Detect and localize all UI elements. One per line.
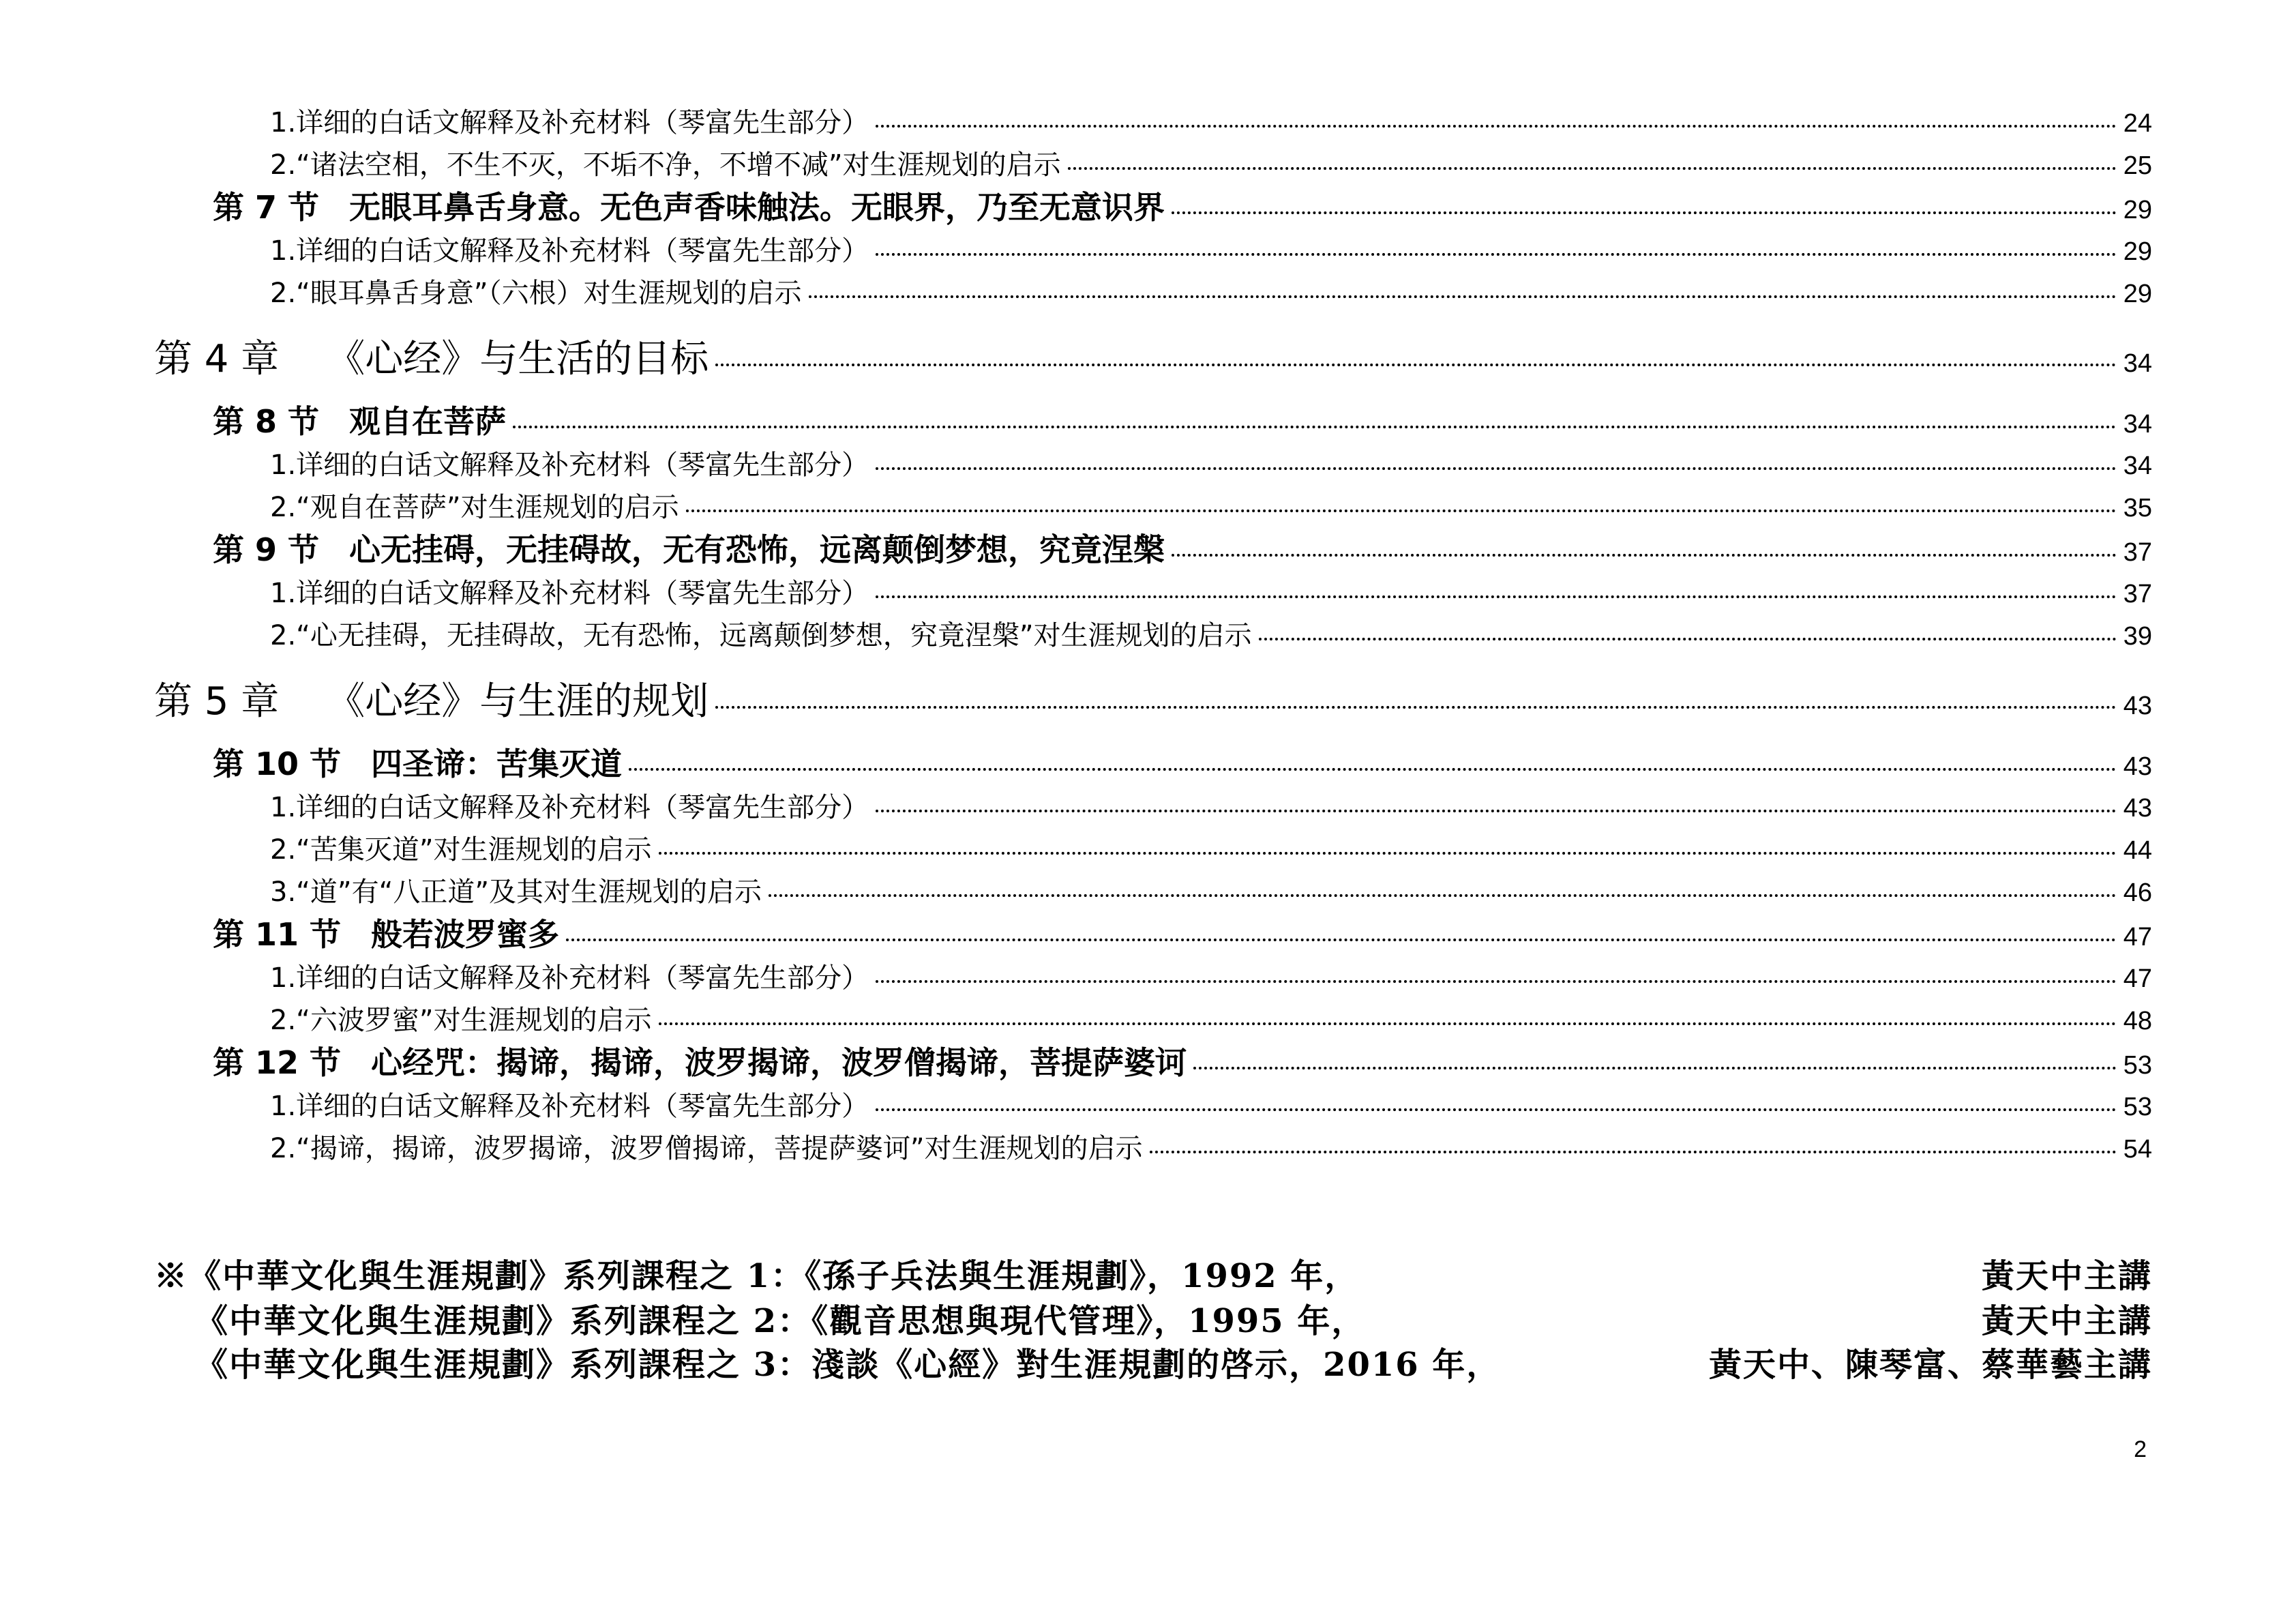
footer-line-2-presenter: 黃天中主講	[1981, 1302, 2152, 1340]
footer-line-2	[195, 1295, 2152, 1342]
footer-line-1-text: ※《中華文化與生涯規劃》系列課程之 1：《孫子兵法與生涯規劃》，1992 年，	[154, 1257, 1359, 1295]
section-title: 心经咒：揭谛，揭谛，波罗揭谛，波罗僧揭谛，菩提萨婆诃	[371, 1044, 1187, 1081]
dot-leader	[876, 1107, 2117, 1111]
dot-leader	[566, 937, 2117, 941]
section-title: 四圣谛：苦集灭道	[371, 745, 623, 782]
toc-entry[interactable]	[270, 486, 2152, 525]
dot-leader	[876, 808, 2117, 812]
toc-entry-page: 39	[2123, 622, 2152, 651]
toc-section[interactable]	[213, 739, 2152, 784]
toc-entry-page: 43	[2123, 752, 2152, 781]
toc-entry-page: 29	[2123, 237, 2152, 266]
toc-entry[interactable]	[270, 870, 2152, 909]
dot-leader	[1150, 1149, 2117, 1153]
toc-entry-page: 29	[2123, 280, 2152, 308]
toc-entry-page: 43	[2123, 794, 2152, 823]
dot-leader	[659, 851, 2117, 855]
toc-entry[interactable]	[270, 1127, 2152, 1166]
footer-line-3-presenter: 黃天中、陳琴富、蔡華藝主講	[1708, 1346, 2152, 1384]
toc-entry-page: 53	[2123, 1051, 2152, 1080]
toc-entry-title: 2.“苦集灭道”对生涯规划的启示	[270, 834, 652, 866]
toc-entry[interactable]	[270, 614, 2152, 653]
dot-leader	[769, 893, 2117, 897]
toc-entry-page: 34	[2123, 349, 2152, 378]
footer-line-3	[195, 1338, 2152, 1385]
dot-leader	[659, 1021, 2117, 1025]
toc-entry[interactable]	[270, 1084, 2152, 1123]
toc-entry-page: 29	[2123, 196, 2152, 224]
footer-line-1	[154, 1250, 2152, 1297]
toc-section[interactable]	[213, 1038, 2152, 1083]
toc-entry[interactable]	[270, 101, 2152, 140]
toc-entry-title: 1.详细的白话文解释及补充材料（琴富先生部分）	[270, 235, 869, 267]
toc-entry-page: 37	[2123, 538, 2152, 567]
dot-leader	[1259, 636, 2117, 640]
toc-entry[interactable]	[270, 271, 2152, 310]
page-number: 2	[2134, 1436, 2147, 1462]
toc-entry-page: 34	[2123, 410, 2152, 439]
toc-entry-title: 2.“眼耳鼻舌身意”（六根）对生涯规划的启示	[270, 278, 802, 309]
section-title: 心无挂碍，无挂碍故，无有恐怖，远离颠倒梦想，究竟涅槃	[349, 531, 1165, 568]
section-title: 般若波罗蜜多	[371, 916, 560, 953]
dot-leader	[809, 294, 2117, 298]
toc-entry[interactable]	[270, 828, 2152, 867]
toc-entry-title: 1.详细的白话文解释及补充材料（琴富先生部分）	[270, 1091, 869, 1122]
toc-entry-page: 37	[2123, 580, 2152, 608]
toc-entry-page: 24	[2123, 109, 2152, 138]
toc-entry[interactable]	[270, 443, 2152, 482]
footer-line-2-text: 《中華文化與生涯規劃》系列課程之 2：《觀音思想與現代管理》，1995 年，	[195, 1302, 1366, 1340]
toc-entry-title: 1.详细的白话文解释及补充材料（琴富先生部分）	[270, 578, 869, 609]
toc-chapter[interactable]	[154, 671, 2152, 726]
section-label: 第 10 节	[213, 745, 342, 782]
toc-entry-title: 1.详细的白话文解释及补充材料（琴富先生部分）	[270, 792, 869, 823]
chapter-title: 《心经》与生涯的规划	[327, 679, 709, 724]
toc-entry-title: 2.“诸法空相，不生不灭，不垢不净，不增不减”对生涯规划的启示	[270, 149, 1061, 181]
toc-entry-page: 44	[2123, 836, 2152, 865]
dot-leader	[1068, 166, 2117, 170]
dot-leader	[1172, 552, 2117, 557]
chapter-title: 《心经》与生活的目标	[327, 337, 709, 381]
dot-leader	[1172, 210, 2117, 214]
toc-entry[interactable]	[270, 143, 2152, 182]
toc-entry-title: 1.详细的白话文解释及补充材料（琴富先生部分）	[270, 962, 869, 994]
toc-entry-title: 2.“揭谛，揭谛，波罗揭谛，波罗僧揭谛，菩提萨婆诃”对生涯规划的启示	[270, 1133, 1143, 1164]
footer-line-1-presenter: 黃天中主講	[1981, 1257, 2152, 1295]
dot-leader	[715, 362, 2116, 366]
chapter-label: 第 5 章	[154, 679, 280, 724]
dot-leader	[876, 252, 2117, 256]
section-label: 第 9 节	[213, 531, 320, 568]
toc-entry-page: 34	[2123, 452, 2152, 480]
toc-section[interactable]	[213, 525, 2152, 570]
dot-leader	[513, 424, 2117, 428]
section-title: 无眼耳鼻舌身意。无色声香味触法。无眼界，乃至无意识界	[349, 189, 1165, 226]
section-label: 第 12 节	[213, 1044, 342, 1081]
toc-entry-page: 35	[2123, 494, 2152, 522]
toc-entry-title: 2.“观自在菩萨”对生涯规划的启示	[270, 492, 679, 523]
toc-entry-page: 47	[2123, 923, 2152, 951]
dot-leader	[629, 767, 2117, 771]
toc-entry-page: 47	[2123, 964, 2152, 993]
dot-leader	[1193, 1065, 2117, 1069]
toc-entry[interactable]	[270, 956, 2152, 995]
footer-line-3-text: 《中華文化與生涯規劃》系列課程之 3：淺談《心經》對生涯規劃的啓示，2016 年，	[195, 1346, 1501, 1384]
toc-entry[interactable]	[270, 229, 2152, 268]
dot-leader	[715, 705, 2116, 709]
section-label: 第 11 节	[213, 916, 342, 953]
toc-entry-page: 54	[2123, 1135, 2152, 1164]
toc-entry[interactable]	[270, 999, 2152, 1037]
toc-entry-page: 48	[2123, 1007, 2152, 1035]
toc-entry-title: 1.详细的白话文解释及补充材料（琴富先生部分）	[270, 107, 869, 138]
toc-entry-title: 2.“心无挂碍，无挂碍故，无有恐怖，远离颠倒梦想，究竟涅槃”对生涯规划的启示	[270, 620, 1252, 651]
section-label: 第 8 节	[213, 403, 320, 440]
toc-entry[interactable]	[270, 786, 2152, 825]
toc-section[interactable]	[213, 397, 2152, 442]
dot-leader	[686, 508, 2117, 512]
toc-entry-title: 2.“六波罗蜜”对生涯规划的启示	[270, 1005, 652, 1036]
toc-entry-title: 3.“道”有“八正道”及其对生涯规划的启示	[270, 876, 762, 908]
toc-entry-page: 53	[2123, 1093, 2152, 1121]
section-label: 第 7 节	[213, 189, 320, 226]
toc-entry-page: 43	[2123, 692, 2152, 720]
toc-section[interactable]	[213, 910, 2152, 955]
section-title: 观自在菩萨	[349, 403, 507, 440]
toc-entry-title: 1.详细的白话文解释及补充材料（琴富先生部分）	[270, 449, 869, 481]
chapter-label: 第 4 章	[154, 337, 280, 381]
toc-entry-page: 46	[2123, 879, 2152, 907]
dot-leader	[876, 466, 2117, 470]
dot-leader	[876, 979, 2117, 983]
toc-entry[interactable]	[270, 572, 2152, 610]
toc-chapter[interactable]	[154, 329, 2152, 383]
dot-leader	[876, 594, 2117, 598]
dot-leader	[876, 123, 2117, 128]
toc-section[interactable]	[213, 183, 2152, 228]
toc-entry-page: 25	[2123, 151, 2152, 180]
